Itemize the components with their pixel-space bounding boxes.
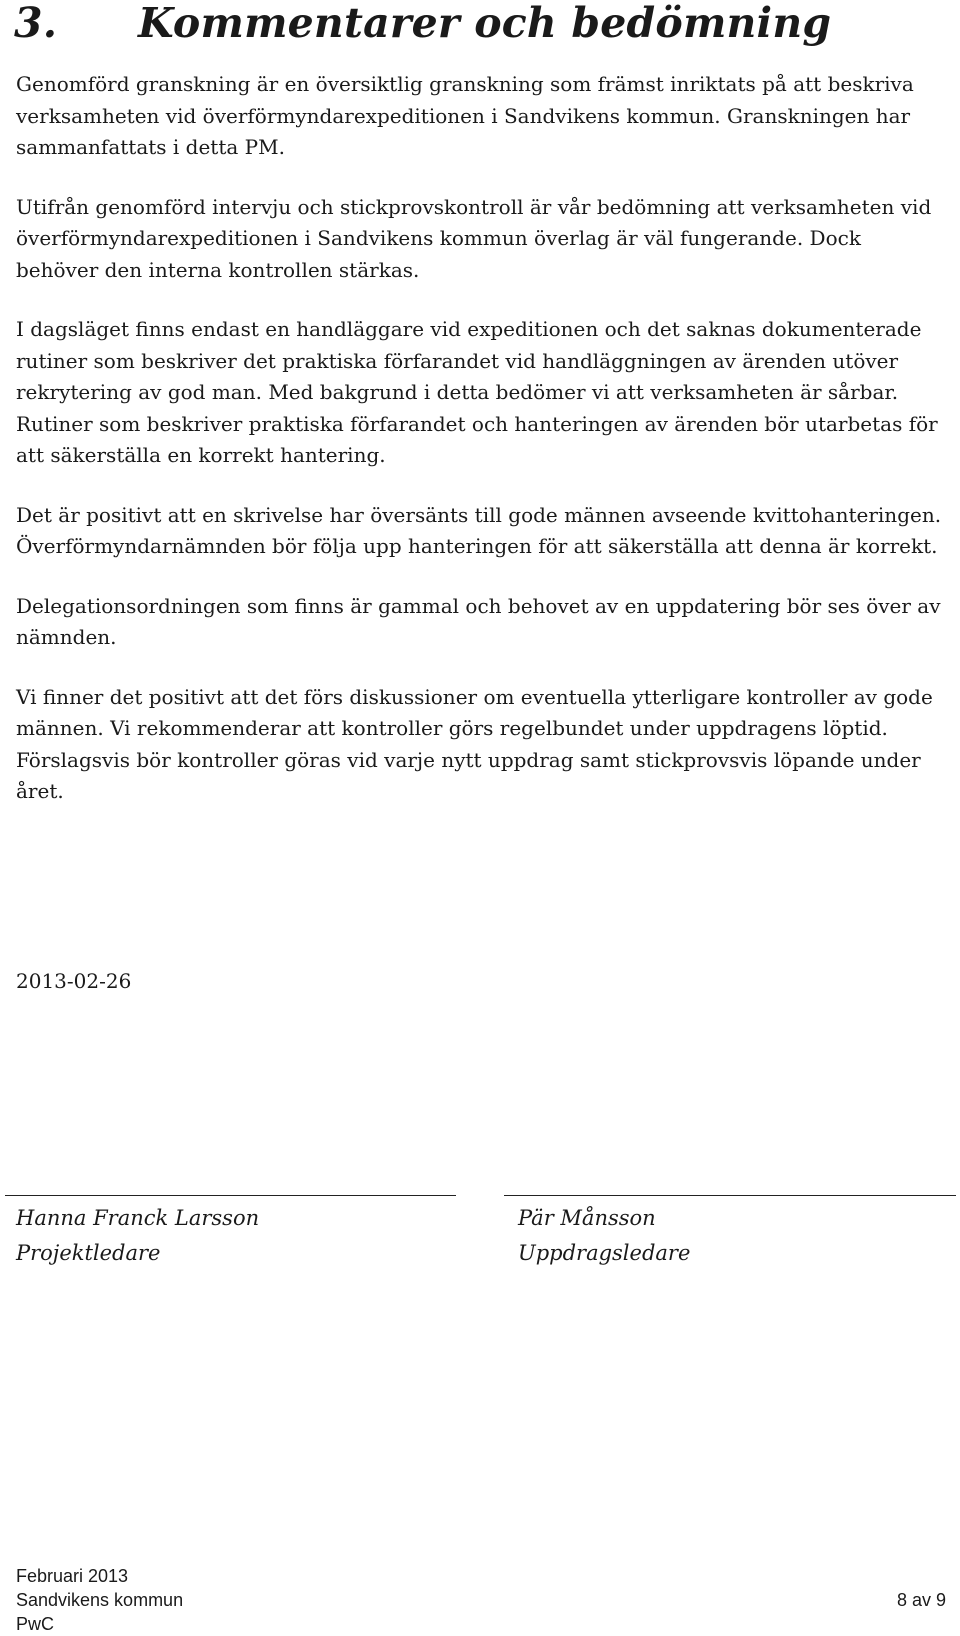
body-text bbox=[16, 69, 946, 836]
signatory-name: Hanna Franck Larsson bbox=[16, 1206, 260, 1230]
signatory-name: Pär Månsson bbox=[518, 1206, 656, 1230]
paragraph-5: Delegationsordningen som finns är gammal och behovet av en uppdatering bör ses över av nämnden. bbox=[16, 593, 941, 649]
page-footer bbox=[16, 1564, 946, 1636]
signature-line-2 bbox=[504, 1195, 956, 1196]
paragraph-6: Vi finner det positivt att det förs diskussioner om eventuella ytterligare kontroller av gode männen. Vi rekommenderar att kontroller görs regelbundet under uppdragens löptid. Förslagsvis bör kontroller göras vid varje nytt uppdrag samt stickprovsvis löpande under året. bbox=[16, 684, 933, 803]
footer-company: PwC bbox=[16, 1614, 55, 1634]
signatory-role: Projektledare bbox=[16, 1241, 161, 1265]
signature-block-1 bbox=[16, 1201, 259, 1271]
signatory-role: Uppdragsledare bbox=[518, 1241, 691, 1265]
page-number: 8 av 9 bbox=[896, 1590, 946, 1610]
document-date: 2013-02-26 bbox=[16, 969, 132, 993]
paragraph-1: Genomförd granskning är en översiktlig granskning som främst inriktats på att beskriva verksamheten vid överförmyndarexpeditionen i Sandvikens kommun. Granskningen har sammanfattats i detta PM. bbox=[16, 72, 914, 159]
section-number: 3. bbox=[14, 0, 58, 47]
section-heading bbox=[14, 0, 831, 48]
footer-client: Sandvikens kommun bbox=[16, 1590, 184, 1610]
signature-block-2 bbox=[518, 1201, 690, 1271]
paragraph-4: Det är positivt att en skrivelse har översänts till gode männen avseende kvittohanteringen. Överförmyndarnämnden bör följa upp hanteringen för att säkerställa att denna är korrekt. bbox=[16, 502, 942, 558]
section-title: Kommentarer och bedömning bbox=[138, 0, 832, 47]
footer-date: Februari 2013 bbox=[16, 1566, 129, 1586]
signature-line-1 bbox=[5, 1195, 456, 1196]
paragraph-2: Utifrån genomförd intervju och stickprovskontroll är vår bedömning att verksamheten vid överförmyndarexpeditionen i Sandvikens kommun överlag är väl fungerande. Dock behöver den interna kontrollen stärkas. bbox=[16, 194, 932, 282]
paragraph-3: I dagsläget finns endast en handläggare vid expeditionen och det saknas dokumenterade rutiner som beskriver det praktiska förfarandet vid handläggningen av ärenden utöver rekrytering av god man. Med bakgrund i detta bedömer vi att verksamheten är sårbar. Rutiner som beskriver praktiska förfarandet och hanteringen av ärenden bör utarbetas för att säkerställa en korrekt hantering. bbox=[16, 317, 938, 467]
